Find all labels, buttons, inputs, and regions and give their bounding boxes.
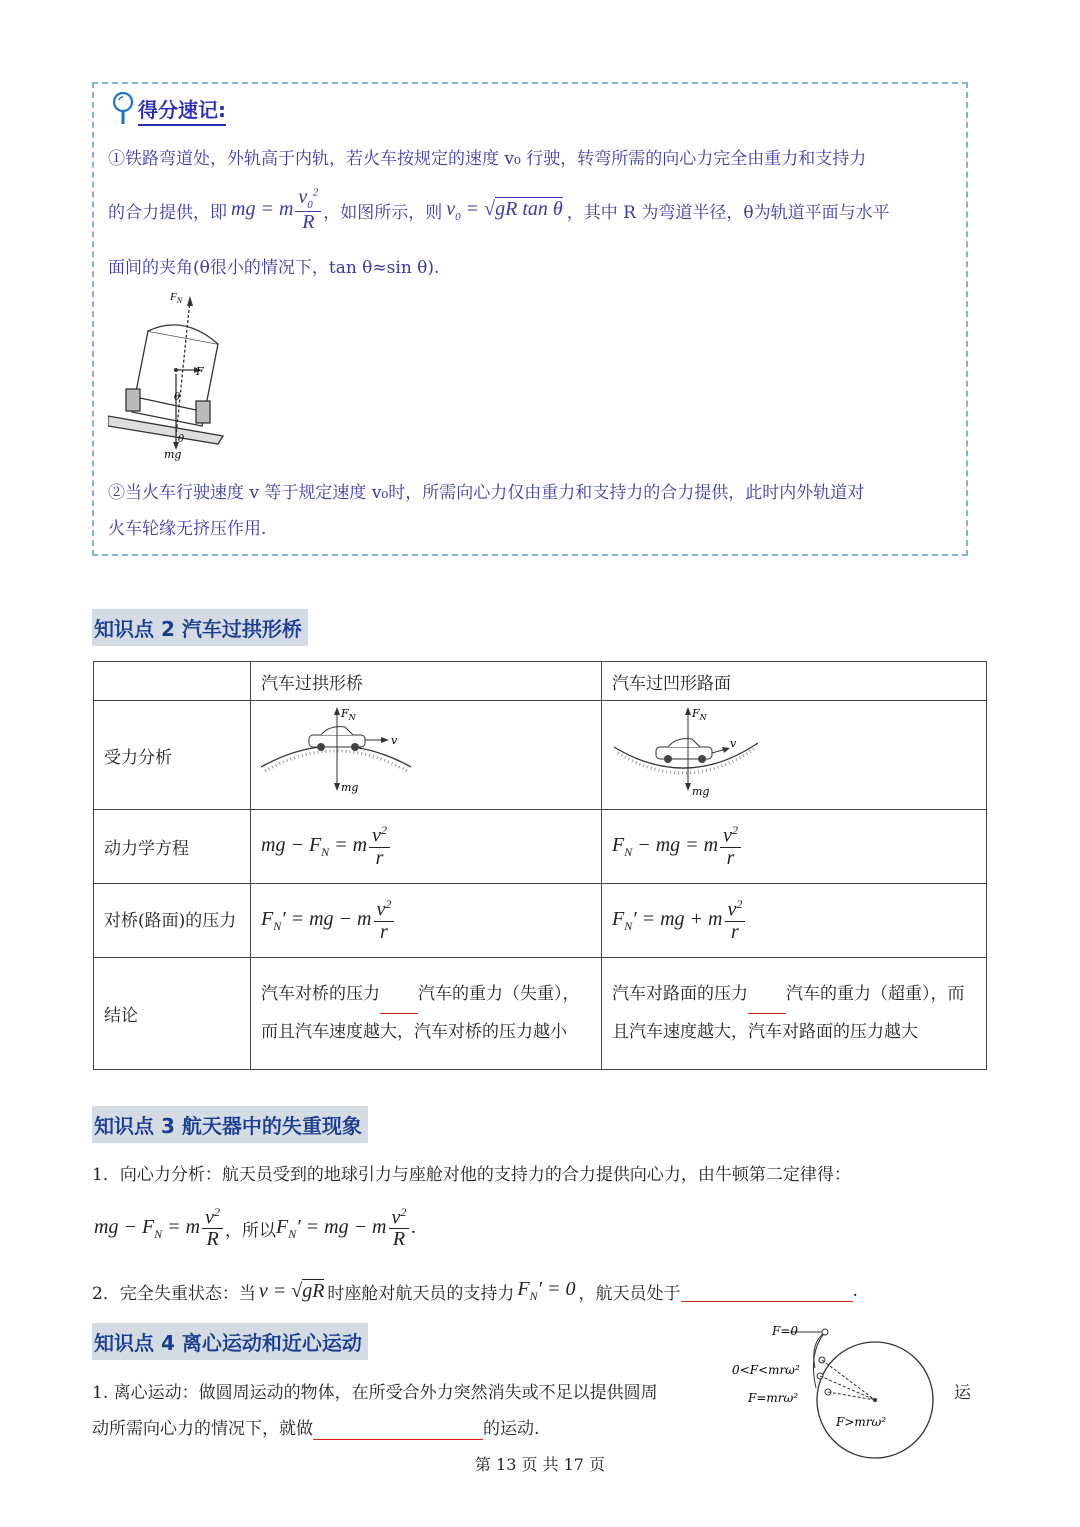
formula-fn-zero: $F_N' = 0$: [517, 1278, 576, 1303]
conclusion-arch: 汽车对桥的压力 汽车的重力（失重），而且汽车速度越大，汽车对桥的压力越小: [251, 958, 602, 1070]
tip-p1-line2-suffix: ，其中 R 为弯道半径，θ为轨道平面与水平: [566, 202, 890, 223]
arch-v-label: v: [391, 733, 398, 747]
blank-weightless[interactable]: [681, 1281, 853, 1302]
section4-title: 知识点 4 离心运动和近心运动: [92, 1323, 368, 1360]
section4-side-text: 运: [954, 1383, 971, 1403]
arch-bridge-figure-cell: [251, 701, 602, 810]
header-col2: 汽车过凹形路面: [602, 662, 987, 701]
train-tilt-diagram: [108, 286, 233, 462]
section3-item1: 1．向心力分析：航天员受到的地球引力与座舱对他的支持力的合力提供向心力，由牛顿第二定律得：: [92, 1165, 851, 1185]
label-f0: F=0: [772, 1324, 799, 1338]
row-force-label: 受力分析: [94, 701, 251, 810]
section4-item1-line1: 1. 离心运动：做圆周运动的物体，在所受合外力突然消失或不足以提供圆周: [92, 1383, 658, 1403]
arch-mg-label: mg: [341, 780, 359, 794]
blank-concave[interactable]: [748, 976, 786, 1014]
label-f-gt: F>mrω²: [836, 1415, 887, 1429]
row-dynamic-label: 动力学方程: [94, 810, 251, 884]
page-footer: 第 13 页 共 17 页: [474, 1455, 606, 1474]
formula-mg-fn: mg − $F_N = m$ $\frac{v^2}{R}$: [94, 1206, 225, 1251]
concave-fn-label: $F_N$: [692, 706, 707, 722]
concave-road-diagram: [612, 705, 772, 801]
formula-fn-prime: $F_N'$ = mg − m $\frac{v^2}{R}$ .: [276, 1204, 417, 1251]
dynamic-eq-concave: $F_N$ − mg = m $\frac{v^2}{r}$: [602, 810, 987, 884]
tip-p1-line2-prefix: 的合力提供，即: [108, 202, 227, 223]
header-empty-cell: [94, 662, 251, 701]
magnifier-icon: [110, 90, 136, 126]
row-conclusion-label: 结论: [94, 958, 251, 1070]
train-theta2-label: θ: [178, 434, 185, 445]
tip-p2-line1: ②当火车行驶速度 v 等于规定速度 v₀时，所需向心力仅由重力和支持力的合力提供，此时内外轨道对: [108, 483, 865, 503]
tip-p1-line2-mid: ，如图所示，则: [323, 202, 443, 223]
train-fn-label: $F_N$: [170, 291, 183, 305]
bridge-table: [93, 661, 987, 1070]
arch-fn-label: $F_N$: [341, 706, 356, 722]
tip-p1-line2: [108, 184, 890, 236]
centrifugal-diagram: [730, 1318, 940, 1462]
tip-p1-line3: 面间的夹角(θ很小的情况下，tan θ≈sin θ).: [108, 258, 440, 278]
pressure-eq-arch: $F_N'$ = mg − m $\frac{v^2}{r}$: [251, 884, 602, 958]
train-f-label: F: [196, 365, 204, 378]
dynamic-eq-arch: mg − $F_N = m$ $\frac{v^2}{r}$: [251, 810, 602, 884]
label-f-between: 0<F<mrω²: [732, 1363, 800, 1377]
section3-eq-line: mg − $F_N = m$ $\frac{v^2}{R}$ ，所以 $F_N'$ = mg − m $\frac{v^2}{R}$ .: [94, 1204, 417, 1251]
arch-bridge-diagram: [261, 705, 421, 801]
formula-mg-eq: mg = m $\frac{v_0^2}{R}$: [231, 187, 323, 234]
formula-v-sqrt: v = √gR: [258, 1279, 325, 1302]
section2-title: 知识点 2 汽车过拱形桥: [92, 609, 308, 646]
row-pressure-label: 对桥(路面)的压力: [94, 884, 251, 958]
train-theta-label: θ: [174, 392, 181, 403]
label-f-eq: F=mrω²: [748, 1391, 799, 1405]
header-col1: 汽车过拱形桥: [251, 662, 602, 701]
tip-p1-line1: ①铁路弯道处，外轨高于内轨，若火车按规定的速度 v₀ 行驶，转弯所需的向心力完全由重力和支持力: [108, 149, 867, 169]
formula-v0: $v_0 = √gR$ tan θ: [446, 197, 563, 223]
section4-item1-line2: 动所需向心力的情况下，就做 的运动.: [92, 1419, 540, 1439]
section3-item2: 2．完全失重状态：当 v = √gR 时座舱对航天员的支持力 $F_N' = 0$ ，航天员处于 .: [92, 1278, 858, 1304]
tip-title: 得分速记:: [138, 94, 226, 126]
conclusion-concave: 汽车对路面的压力 汽车的重力（超重），而且汽车速度越大，汽车对路面的压力越大: [602, 958, 987, 1070]
tip-p2-line2: 火车轮缘无挤压作用.: [108, 519, 267, 539]
blank-centrifugal[interactable]: [313, 1419, 483, 1440]
concave-road-figure-cell: [602, 701, 987, 810]
section3-title: 知识点 3 航天器中的失重现象: [92, 1106, 368, 1143]
blank-arch[interactable]: [380, 976, 418, 1014]
concave-mg-label: mg: [692, 784, 710, 798]
concave-v-label: v: [730, 736, 737, 750]
train-mg-label: mg: [164, 448, 182, 461]
pressure-eq-concave: $F_N'$ = mg + m $\frac{v^2}{r}$: [602, 884, 987, 958]
